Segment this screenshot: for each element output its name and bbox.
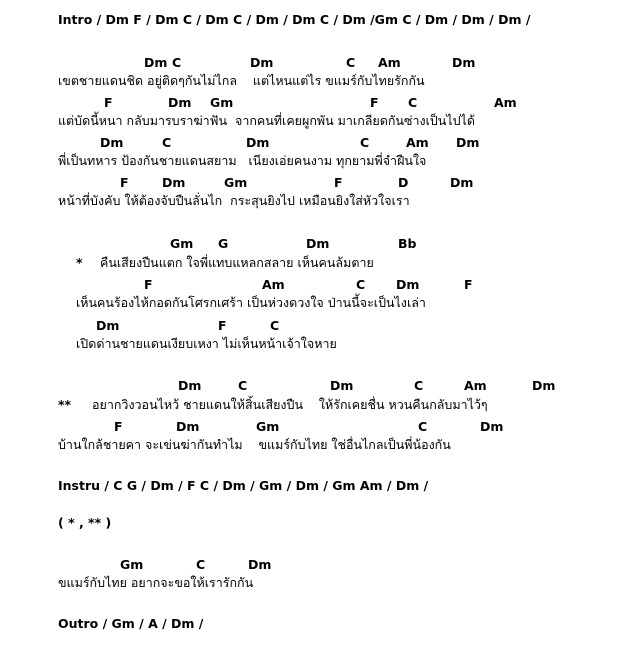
lyric-line: บ้านใกล้ชายคา จะเข่นฆ่ากันทำไม ขแมร์กับไทย ใช่อื่นไกลเป็นพี่น้องกัน <box>58 437 451 452</box>
chord: F <box>120 175 129 190</box>
lyric-line: พี่เป็นทหาร ป้องกันชายแดนสยาม เนียงเอ่ยคนงาม ทุกยามพี่จำฝืนใจ <box>58 153 427 168</box>
chorus-marker: * <box>76 255 83 270</box>
chorus-marker: ** <box>58 397 72 412</box>
chord: F <box>370 95 379 110</box>
intro-line: Intro / Dm F / Dm C / Dm C / Dm / Dm C / Dm /Gm C / Dm / Dm / Dm / <box>58 12 531 27</box>
chord: C <box>238 378 248 393</box>
chord: Dm <box>246 135 270 150</box>
lyric-line: คืนเสียงปืนแตก ใจพี่แทบแหลกสลาย เห็นคนล้มตาย <box>100 255 374 270</box>
chord: Dm <box>248 557 272 572</box>
chord: C <box>172 55 182 70</box>
chord: Dm <box>176 419 200 434</box>
chord: Gm <box>256 419 280 434</box>
chord: Dm <box>450 175 474 190</box>
chord: F <box>144 277 153 292</box>
outro-line: Outro / Gm / A / Dm / <box>58 616 204 631</box>
chord: Dm <box>96 318 120 333</box>
chord: Dm <box>330 378 354 393</box>
chord: Dm <box>480 419 504 434</box>
chord: F <box>464 277 473 292</box>
chord: Dm <box>162 175 186 190</box>
chord: C <box>346 55 356 70</box>
chord: Gm <box>224 175 248 190</box>
chord: Dm <box>532 378 556 393</box>
lyric-line: แต่บัดนี้หนา กลับมารบราฆ่าฟัน จากคนที่เคยผูกพัน มาเกลียดกันซ่างเป็นไปได้ <box>58 113 475 128</box>
lyric-line: อยากวิงวอนไหว้ ชายแดนให้สิ้นเสียงปืน ให้รักเคยชื่น หวนคืนกลับมาไว้ๆ <box>92 397 488 412</box>
chord: F <box>218 318 227 333</box>
chord: Dm <box>452 55 476 70</box>
chord: C <box>414 378 424 393</box>
lyric-line: เขตชายแดนชิด อยู่ติดๆกันไม่ไกล แต่ไหนแต่ไร ขแมร์กับไทยรักกัน <box>58 73 425 88</box>
chord: Bb <box>398 236 417 251</box>
chord: C <box>356 277 366 292</box>
chord: Am <box>494 95 517 110</box>
chord: F <box>334 175 343 190</box>
lyric-line: เปิดด่านชายแดนเงียบเหงา ไม่เห็นหน้าเจ้าใจหาย <box>76 336 337 351</box>
chord: Dm <box>144 55 168 70</box>
chord: Dm <box>456 135 480 150</box>
instru-line: Instru / C G / Dm / F C / Dm / Gm / Dm / Gm Am / Dm / <box>58 478 429 493</box>
chord: Gm <box>210 95 234 110</box>
chord: F <box>104 95 113 110</box>
chord: C <box>408 95 418 110</box>
chord: Am <box>406 135 429 150</box>
lyric-line: หน้าที่บังคับ ให้ต้องจับปืนลั่นไก กระสุนยิงไป เหมือนยิงใส่หัวใจเรา <box>58 193 410 208</box>
chord: D <box>398 175 409 190</box>
chord: Dm <box>178 378 202 393</box>
lyric-line: ขแมร์กับไทย อยากจะขอให้เรารักกัน <box>58 575 254 590</box>
chord: C <box>360 135 370 150</box>
chord: Dm <box>168 95 192 110</box>
lyric-line: เห็นคนร้องไห้กอดกันโศรกเศร้า เป็นห่วงดวงใจ ป่านนี้จะเป็นไงเล่า <box>76 295 426 310</box>
chord: F <box>114 419 123 434</box>
chord: Am <box>464 378 487 393</box>
chord: C <box>162 135 172 150</box>
chord: C <box>270 318 280 333</box>
chord: Dm <box>100 135 124 150</box>
chord: Am <box>262 277 285 292</box>
chord: G <box>218 236 229 251</box>
repeat-line: ( * , ** ) <box>58 515 112 530</box>
chord: Gm <box>170 236 194 251</box>
chord: Dm <box>396 277 420 292</box>
chord: C <box>196 557 206 572</box>
chord: Dm <box>306 236 330 251</box>
chord: Gm <box>120 557 144 572</box>
chord: C <box>418 419 428 434</box>
chord: Am <box>378 55 401 70</box>
chord: Dm <box>250 55 274 70</box>
